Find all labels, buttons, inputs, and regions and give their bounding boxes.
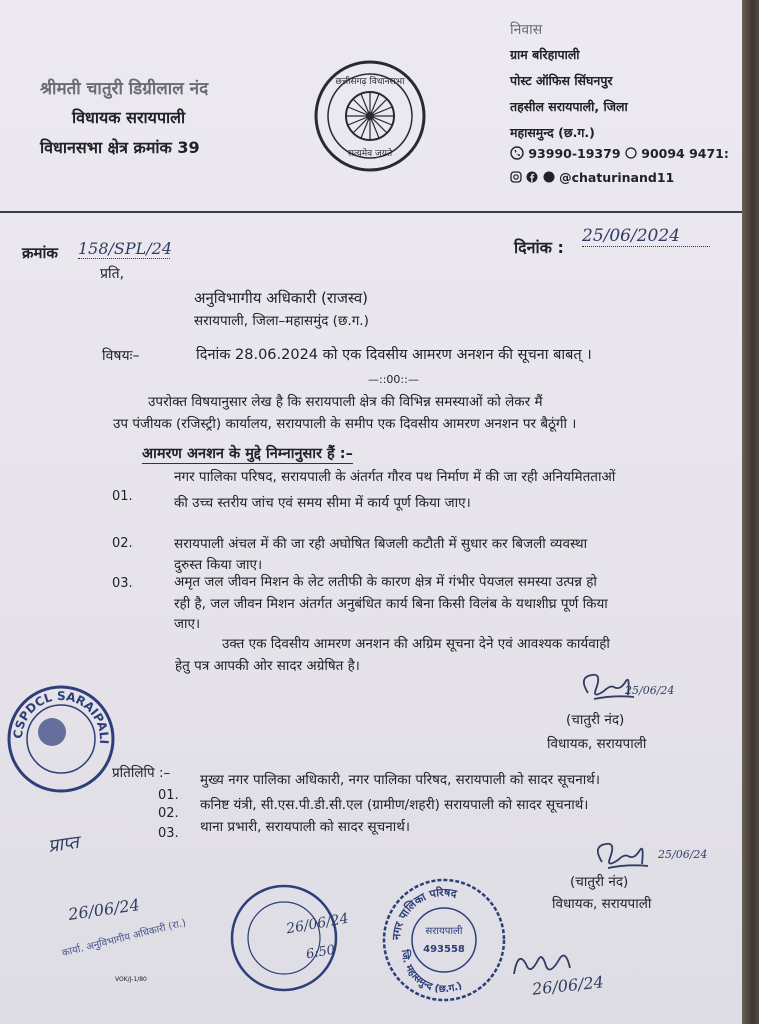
intro-line-1: उपरोक्त विषयानुसार लेख है कि सरायपाली क्षेत्र की विभिन्न समस्याओं को लेकर मैं	[148, 394, 543, 410]
inward-date: 26/06/24	[285, 910, 350, 938]
nagar-palika-stamp-place-top: सरायपाली	[425, 926, 463, 937]
to-label: प्रति,	[100, 266, 125, 282]
ref-value: 158/SPL/24	[78, 239, 173, 258]
issues-heading: आमरण अनशन के मुद्दे निम्नानुसार हैं :–	[142, 443, 353, 464]
address-line-2: पोस्ट ऑफिस सिंघनपुर	[510, 73, 613, 88]
intro-line-2: उप पंजीयक (रजिस्ट्री) कार्यालय, सरायपाली के समीप एक दिवसीय आमरण अनशन पर बैठूंगी ।	[113, 416, 577, 432]
issue-1-line-2: की उच्च स्तरीय जांच एवं समय सीमा में कार्य पूर्ण किया जाए।	[174, 495, 471, 511]
copy-1-text: मुख्य नगर पालिका अधिकारी, नगर पालिका परिषद, सरायपाली को सादर सूचनार्थ।	[200, 772, 600, 788]
issue-3-line-2: रही है, जल जीवन मिशन अंतर्गत अनुबंधित कार्य बिना किसी विलंब के यथाशीघ्र पूर्ण किया	[174, 596, 608, 612]
nagar-palika-stamp-place: जि. महासमुन्द (छ.ग.)	[398, 949, 464, 996]
cspdcl-stamp-text: CSPDCL SARAIPALI	[10, 688, 112, 745]
phone-number: 93990-19379	[528, 146, 621, 161]
date-label: दिनांक :	[514, 238, 564, 257]
address-line-4: महासमुन्द (छ.ग.)	[510, 125, 595, 140]
date-value: 25/06/2024	[582, 226, 710, 247]
address-line-1: ग्राम बरिहापाली	[510, 47, 580, 62]
signatory-2-designation: विधायक, सरायपाली	[552, 896, 652, 912]
issue-1-number: 01.	[112, 489, 133, 504]
received-note: प्राप्त	[46, 831, 81, 858]
issue-2-number: 02.	[112, 536, 133, 551]
copy-3-text: थाना प्रभारी, सरायपाली को सादर सूचनार्थ।	[200, 819, 410, 835]
signatory-2-name: (चातुरी नंद)	[570, 874, 629, 890]
ref-label: क्रमांक	[22, 244, 58, 262]
social-handle: @chaturinand11	[559, 170, 675, 185]
form-code: VOK/J-1/80	[115, 976, 147, 983]
tehsil-stamp-text: कार्या. अनुविभागीय अधिकारी (रा.)	[60, 917, 188, 960]
whatsapp-icon	[625, 147, 637, 162]
cspdcl-received-stamp	[2, 680, 120, 798]
signature-1-date: 25/06/24	[625, 684, 675, 697]
issue-3-line-3: जाए।	[174, 616, 201, 632]
inward-time: 6:50	[304, 942, 337, 963]
issue-3-number: 03.	[112, 576, 133, 591]
phone-row	[510, 146, 729, 163]
copy-2-number: 02.	[158, 806, 179, 821]
received-date: 26/06/24	[67, 895, 141, 924]
phone-number-extra: 90094 9471:	[641, 146, 729, 161]
signatory-name: (चातुरी नंद)	[566, 712, 625, 728]
facebook-icon	[526, 171, 538, 186]
seal-bottom-text: सत्यमेव जयते	[347, 149, 393, 159]
issue-1-line-1: नगर पालिका परिषद, सरायपाली के अंतर्गत गौरव पथ निर्माण में की जा रही अनियमितताओं	[174, 469, 616, 485]
receiver-signature-date: 26/06/24	[531, 972, 605, 999]
issue-2-line-2: दुरुस्त किया जाए।	[174, 557, 263, 573]
letterhead-designation: विधायक सरायपाली	[72, 108, 186, 127]
nagar-palika-stamp-code: 493558	[423, 944, 465, 955]
issue-3-line-1: अमृत जल जीवन मिशन के लेट लतीफी के कारण क्षेत्र में गंभीर पेयजल समस्या उत्पन्न हो	[174, 574, 597, 590]
issue-2-line-1: सरायपाली अंचल में की जा रही अघोषित बिजली कटौती में सुधार कर बिजली व्यवस्था	[174, 536, 588, 552]
nagar-palika-stamp-title: नगर पालिका परिषद	[389, 885, 458, 941]
closing-line-1: उक्त एक दिवसीय आमरण अनशन की अग्रिम सूचना देने एवं आवश्यक कार्यवाही	[222, 636, 610, 652]
copy-2-text: कनिष्ट यंत्री, सी.एस.पी.डी.सी.एल (ग्रामीण/शहरी) सरायपाली को सादर सूचनार्थ।	[200, 797, 589, 813]
inward-stamp	[224, 878, 344, 998]
letterhead-divider	[0, 211, 742, 213]
signatory-designation: विधायक, सरायपाली	[547, 736, 647, 752]
recipient-title: अनुविभागीय अधिकारी (राजस्व)	[194, 289, 369, 307]
table-surface	[742, 0, 759, 1024]
letterhead-name: श्रीमती चातुरी डिग्रीलाल नंद	[40, 79, 209, 99]
instagram-icon	[510, 171, 522, 186]
subject-text: दिनांक 28.06.2024 को एक दिवसीय आमरण अनशन की सूचना बाबत् ।	[196, 347, 592, 363]
x-icon	[543, 171, 555, 186]
signature-2-date: 25/06/24	[658, 848, 708, 861]
phone-icon	[510, 146, 524, 163]
letterhead-constituency: विधानसभा क्षेत्र क्रमांक 39	[40, 138, 200, 157]
assembly-seal-logo	[312, 58, 428, 174]
copy-1-number: 01.	[158, 788, 179, 803]
subject-label: विषयः–	[102, 348, 140, 364]
residence-label: निवास	[510, 22, 543, 38]
copy-3-number: 03.	[158, 826, 179, 841]
seal-top-text: छत्तीसगढ़ विधानसभा	[335, 77, 405, 87]
address-line-3: तहसील सरायपाली, जिला	[510, 99, 628, 114]
social-row	[510, 170, 674, 186]
recipient-place: सरायपाली, जिला–महासमुंद (छ.ग.)	[194, 313, 369, 329]
nagar-palika-stamp	[376, 872, 512, 1008]
separator: —::00::—	[368, 373, 419, 386]
closing-line-2: हेतु पत्र आपकी ओर सादर अग्रेषित है।	[175, 658, 360, 674]
copy-label: प्रतिलिपि :–	[112, 765, 171, 781]
